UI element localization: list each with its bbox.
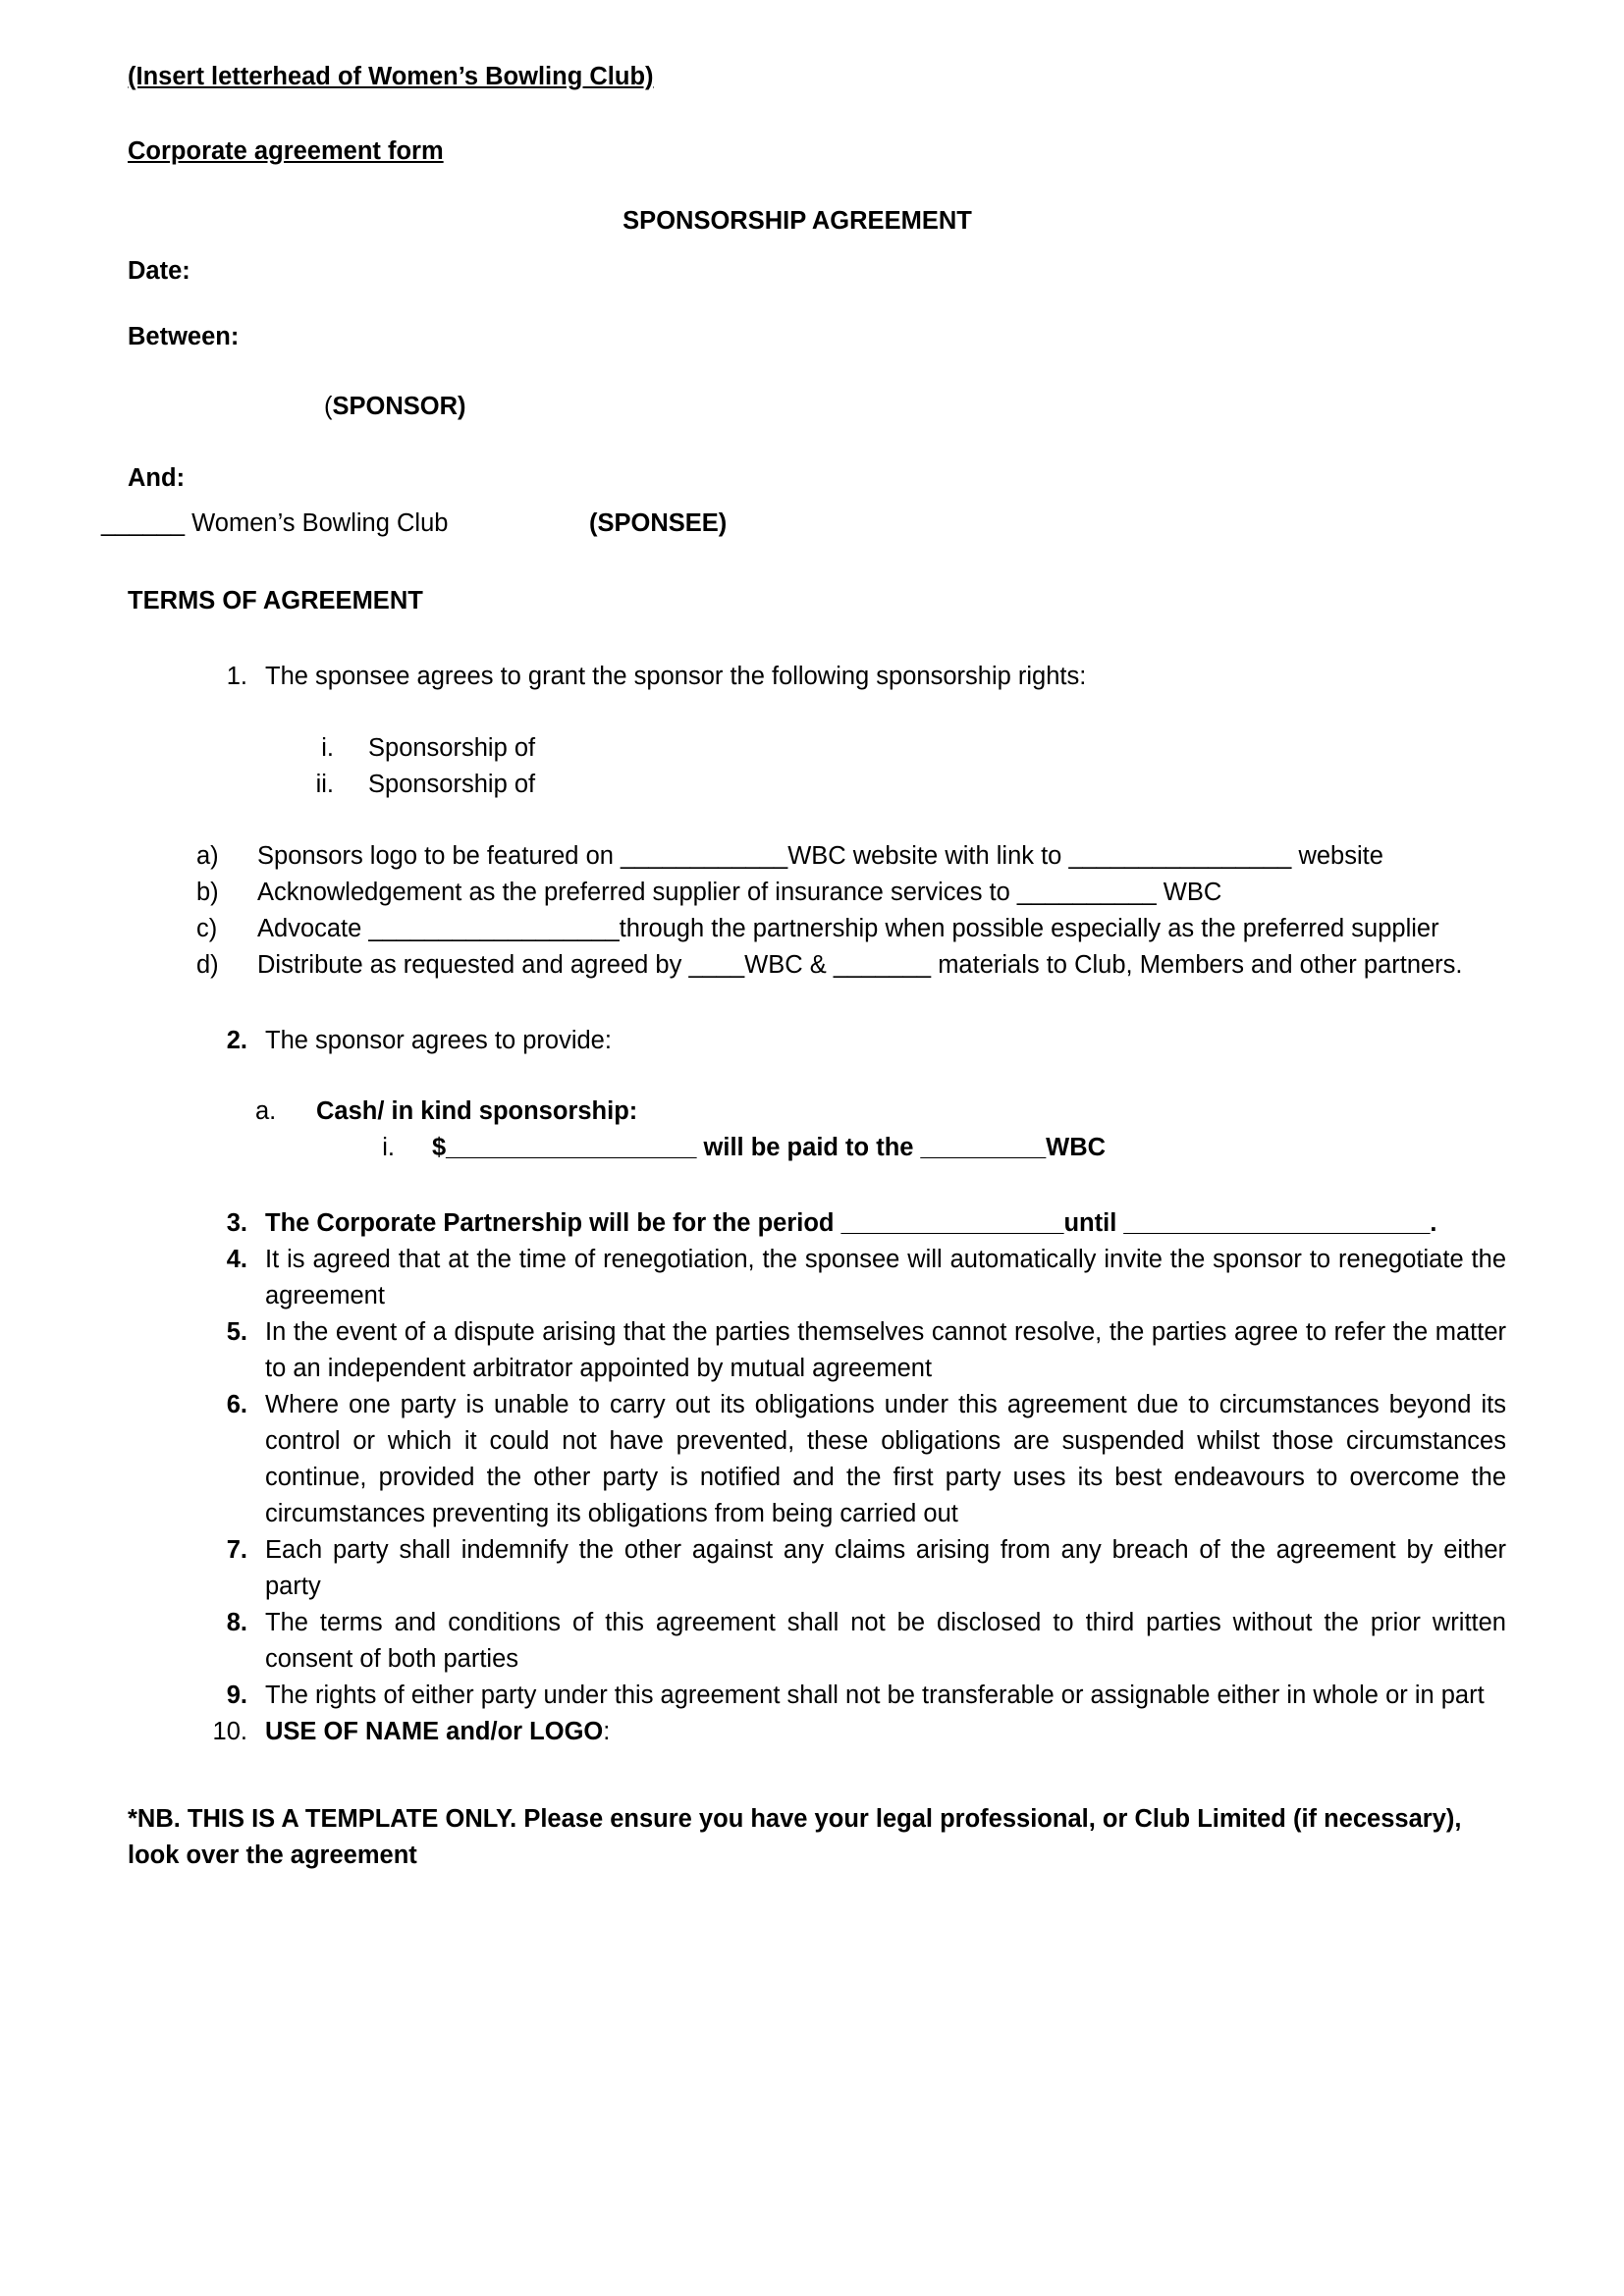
sponsee-name: ______ Women’s Bowling Club: [101, 508, 449, 537]
letter-text: Distribute as requested and agreed by ____WBC & _______ materials to Club, Members and other partners.: [257, 950, 1463, 979]
term-2-alpha-list: [255, 1094, 1506, 1166]
term-item-8-number: 8.: [226, 1609, 247, 1637]
term-item-3: [196, 1205, 1506, 1242]
list-item: [255, 1094, 1506, 1166]
sponsee-row: [101, 506, 1506, 542]
term-item-3-number: 3.: [226, 1209, 247, 1238]
term-item-9: [196, 1678, 1506, 1714]
roman-marker: i.: [321, 733, 334, 762]
term-item-4-number: 4.: [226, 1246, 247, 1274]
template-note: *NB. THIS IS A TEMPLATE ONLY. Please ensure you have your legal professional, or Club Limited (if necessary), look over the agreement: [128, 1804, 1462, 1869]
term-item-8-text: The terms and conditions of this agreement shall not be disclosed to third parties without the prior written consent of both parties: [265, 1609, 1506, 1674]
term-item-4-text: It is agreed that at the time of renegotiation, the sponsee will automatically invite the sponsor to renegotiate the agreement: [265, 1246, 1506, 1310]
term-item-10-text: USE OF NAME and/or LOGO: [265, 1717, 604, 1745]
list-item: [196, 947, 1506, 984]
letter-marker: c): [196, 914, 218, 942]
term-item-7-text: Each party shall indemnify the other against any claims arising from any breach of the agreement by either party: [265, 1536, 1506, 1601]
spacer: [128, 695, 1506, 730]
spacer: [128, 1166, 1506, 1205]
roman-text: Sponsorship of: [368, 733, 536, 762]
term-item-1: [196, 659, 1506, 695]
term-item-2-text: The sponsor agrees to provide:: [265, 1026, 612, 1054]
list-item: [365, 1130, 1506, 1166]
roman-marker: ii.: [315, 770, 334, 798]
form-title: Corporate agreement form: [128, 136, 444, 165]
term-1-letter-list: [196, 838, 1506, 984]
list-item: [196, 911, 1506, 947]
terms-list: [128, 659, 1506, 1750]
letterhead-placeholder: (Insert letterhead of Women’s Bowling Club): [128, 63, 654, 90]
term-item-10-number: 10.: [212, 1717, 247, 1745]
term-item-5-number: 5.: [226, 1318, 247, 1347]
page-title: SPONSORSHIP AGREEMENT: [623, 206, 972, 235]
sponsee-label: (SPONSEE): [589, 508, 728, 537]
term-item-9-text: The rights of either party under this agreement shall not be transferable or assignable either in whole or in part: [265, 1682, 1485, 1709]
alpha-marker: a.: [255, 1097, 277, 1126]
between-label: Between:: [128, 322, 240, 350]
spacer: [128, 1058, 1506, 1094]
sponsor-label: SPONSOR): [332, 392, 466, 420]
alpha-text: Cash/ in kind sponsorship:: [316, 1097, 638, 1126]
roman-text: $__________________ will be paid to the _________WBC: [432, 1134, 1107, 1162]
term-item-1-text: The sponsee agrees to grant the sponsor the following sponsorship rights:: [265, 662, 1087, 690]
term-1-roman-list: [295, 730, 1506, 803]
term-item-1-number: 1.: [226, 662, 247, 690]
term-2-roman-list: [365, 1130, 1506, 1166]
term-item-10: [196, 1714, 1506, 1750]
term-item-8: [196, 1605, 1506, 1678]
list-item: [196, 838, 1506, 875]
term-item-7-number: 7.: [226, 1536, 247, 1565]
roman-text: Sponsorship of: [368, 770, 536, 798]
term-item-6-number: 6.: [226, 1391, 247, 1419]
sponsor-line: [128, 389, 1506, 425]
list-item: [295, 730, 1506, 767]
term-item-2-number: 2.: [226, 1026, 247, 1054]
terms-heading: TERMS OF AGREEMENT: [128, 586, 423, 614]
letter-text: Advocate __________________through the partnership when possible especially as the preferred supplier: [257, 914, 1439, 942]
sponsor-paren-open: (: [324, 392, 333, 420]
list-item: [196, 875, 1506, 911]
spacer: [128, 984, 1506, 1023]
and-label: And:: [128, 463, 186, 492]
spacer: [128, 619, 1506, 659]
term-item-6-text: Where one party is unable to carry out its obligations under this agreement due to circumstances beyond its control or which it could not have prevented, these obligations are suspended whilst those circumstances continue, provided the other party is notified and the first party uses its best endeavours to overcome the circumstances preventing its obligations from being carried out: [265, 1391, 1506, 1528]
term-item-9-number: 9.: [226, 1682, 247, 1709]
letter-marker: a): [196, 841, 219, 870]
term-item-10-suffix: :: [603, 1717, 611, 1745]
document-body: [101, 59, 1506, 1874]
term-item-2: [196, 1023, 1506, 1059]
term-item-6: [196, 1387, 1506, 1532]
term-item-7: [196, 1532, 1506, 1605]
spacer: [128, 803, 1506, 838]
letter-marker: b): [196, 878, 219, 906]
letter-text: Acknowledgement as the preferred supplier of insurance services to __________ WBC: [257, 878, 1222, 906]
letter-marker: d): [196, 950, 219, 979]
date-label: Date:: [128, 256, 190, 285]
letter-text: Sponsors logo to be featured on ____________WBC website with link to ________________ website: [257, 841, 1383, 870]
roman-marker: i.: [382, 1134, 395, 1162]
list-item: [295, 767, 1506, 803]
term-item-4: [196, 1242, 1506, 1314]
term-item-5-text: In the event of a dispute arising that the parties themselves cannot resolve, the parties agree to refer the matter to an independent arbitrator appointed by mutual agreement: [265, 1318, 1506, 1383]
term-item-5: [196, 1314, 1506, 1387]
term-item-3-text: The Corporate Partnership will be for the period ________________until ______________________.: [265, 1209, 1437, 1238]
